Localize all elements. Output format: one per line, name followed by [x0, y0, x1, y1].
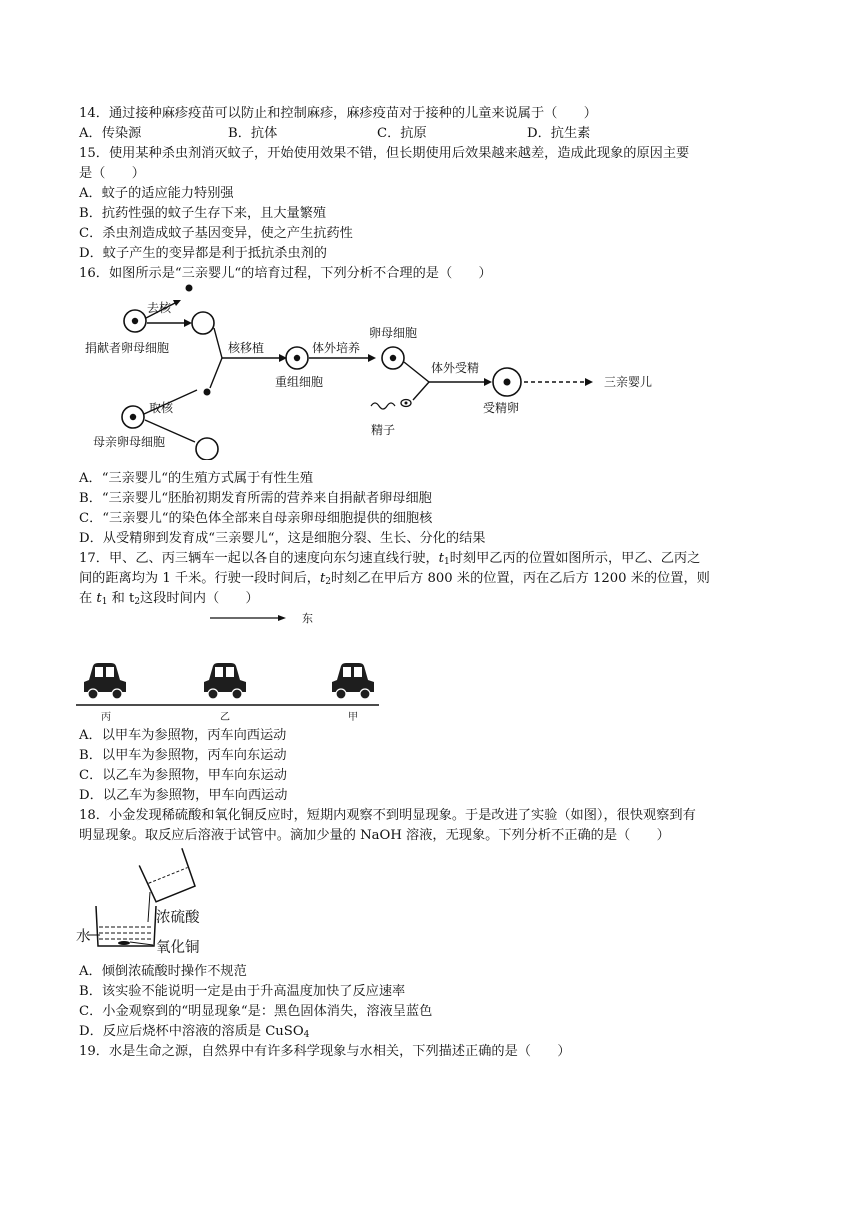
q14-option-b: B．抗体 [228, 126, 278, 141]
q18-option-b: B．该实验不能说明一定是由于升高温度加快了反应速率 [79, 984, 406, 999]
car-bing [84, 663, 126, 699]
q15-option-b: B．抗药性强的蚊子生存下来，且大量繁殖 [79, 206, 327, 221]
mother-egg-remnant [196, 438, 218, 460]
extracted-nucleus [204, 389, 211, 396]
acid-stream [148, 892, 150, 922]
q15-option-a: A．蚊子的适应能力特别强 [79, 186, 234, 201]
label-sperm: 精子 [371, 423, 396, 437]
label-mother-egg: 母亲卵母细胞 [93, 435, 166, 449]
q18-stem-line1: 18．小金发现稀硫酸和氧化铜反应时，短期内观察不到明显现象。于是改进了实验（如图），很快观察到有 [79, 808, 696, 823]
pouring-beaker [139, 848, 197, 902]
label-nuclear-transfer: 核移植 [228, 341, 265, 355]
q17-t2: t [319, 571, 326, 586]
label-car-yi: 乙 [220, 712, 230, 723]
car-yi [204, 663, 246, 699]
label-oocyte: 卵母细胞 [369, 326, 418, 340]
q14-option-d: D．抗生素 [527, 126, 591, 141]
receiving-beaker [96, 906, 156, 946]
q16-option-c: C．“三亲婴儿“的染色体全部来自母亲卵母细胞提供的细胞核 [79, 511, 433, 526]
label-water: 水 [76, 929, 91, 945]
q17-stem-line3-b: 这段时间内（ ） [140, 591, 259, 606]
q15-stem-line2: 是（ ） [79, 166, 145, 181]
label-take-nucleus: 取核 [149, 401, 174, 415]
q15-option-d: D．蚊子产生的变异都是利于抵抗杀虫剂的 [79, 246, 327, 261]
car-jia [332, 663, 374, 699]
q16-option-a: A．“三亲婴儿“的生殖方式属于有性生殖 [79, 471, 314, 486]
q14-option-a: A．传染源 [79, 126, 142, 141]
q17-stem-line3-mid: 和 t [107, 591, 135, 606]
q16-stem: 16．如图所示是“三亲婴儿“的培育过程，下列分析不合理的是（ ） [79, 266, 492, 281]
q16-option-d: D．从受精卵到发育成“三亲婴儿“，这是细胞分裂、生长、分化的结果 [79, 531, 486, 546]
q17-t1-ref-sub: 1 [101, 597, 108, 607]
q17-stem-line1-a: 17．甲、乙、丙三辆车一起以各自的速度向东匀速直线行驶， [79, 551, 439, 566]
label-car-bing: 丙 [101, 712, 111, 723]
label-car-jia: 甲 [348, 712, 358, 723]
label-in-vitro-culture: 体外培养 [312, 341, 361, 355]
q17-stem-line2-b: 时刻乙在甲后方 800 米的位置，丙在乙后方 1200 米的位置，则 [331, 571, 710, 586]
label-east: 东 [302, 612, 313, 625]
label-remove-nucleus: 去核 [147, 301, 172, 315]
q18-option-d-text: D．反应后烧杯中溶液的溶质是 CuSO [79, 1024, 304, 1039]
q16-option-b: B．“三亲婴儿“胚胎初期发育所需的营养来自捐献者卵母细胞 [79, 491, 432, 506]
q19-stem: 19．水是生命之源，自然界中有许多科学现象与水相关，下列描述正确的是（ ） [79, 1044, 571, 1059]
q15-stem-line1: 15．使用某种杀虫剂消灭蚊子，开始使用效果不错，但长期使用后效果越来越差，造成此现象的原因主要 [79, 146, 690, 161]
q15-option-c: C．杀虫剂造成蚊子基因变异，使之产生抗药性 [79, 226, 353, 241]
acid-pouring-diagram [76, 848, 236, 958]
q17-t1-sub: 1 [443, 557, 450, 567]
q14-stem: 14．通过接种麻疹疫苗可以防止和控制麻疹，麻疹疫苗对于接种的儿童来说属于（ ） [79, 106, 597, 121]
q17-option-c: C．以乙车为参照物，甲车向东运动 [79, 768, 287, 783]
q17-t2-sub: 2 [325, 577, 332, 587]
three-cars-diagram [74, 606, 394, 726]
label-ivf: 体外受精 [431, 361, 480, 375]
label-donor-egg: 捐献者卵母细胞 [85, 341, 170, 355]
label-recombinant-cell: 重组细胞 [275, 375, 324, 389]
q17-option-b: B．以甲车为参照物，丙车向东运动 [79, 748, 287, 763]
donor-egg-nucleus [132, 318, 138, 324]
q17-t2-ref-sub: 2 [134, 597, 141, 607]
q17-stem-line3-a: 在 [79, 591, 97, 606]
three-parent-baby-diagram [79, 278, 719, 460]
q17-option-d: D．以乙车为参照物，甲车向西运动 [79, 788, 288, 803]
q17-t1: t [438, 551, 444, 566]
label-fertilized-egg: 受精卵 [483, 401, 520, 415]
q14-option-c: C．抗原 [377, 126, 427, 141]
removed-nucleus [186, 285, 193, 292]
label-copper-oxide: 氧化铜 [156, 940, 200, 956]
q18-option-c: C．小金观察到的“明显现象“是：黑色固体消失，溶液呈蓝色 [79, 1004, 433, 1019]
label-conc-acid: 浓硫酸 [156, 910, 200, 926]
q18-option-a: A．倾倒浓硫酸时操作不规范 [79, 964, 247, 979]
enucleated-egg [192, 312, 214, 334]
mother-egg-nucleus [130, 414, 136, 420]
q17-stem-line1-b: 时刻甲乙丙的位置如图所示，甲乙、乙丙之 [449, 551, 701, 566]
copper-oxide-solid [118, 941, 130, 945]
q18-so4-subscript: 4 [303, 1030, 310, 1040]
sperm-tail [371, 403, 395, 409]
q18-stem-line2: 明显现象。取反应后溶液于试管中。滴加少量的 NaOH 溶液，无现象。下列分析不正确的是（ ） [79, 828, 670, 843]
q17-option-a: A．以甲车为参照物，丙车向西运动 [79, 728, 287, 743]
q17-stem-line2-a: 间的距离均为 1 千米。行驶一段时间后， [79, 571, 320, 586]
q17-t1-ref: t [96, 591, 102, 606]
label-three-parent-baby: 三亲婴儿 [604, 375, 653, 389]
